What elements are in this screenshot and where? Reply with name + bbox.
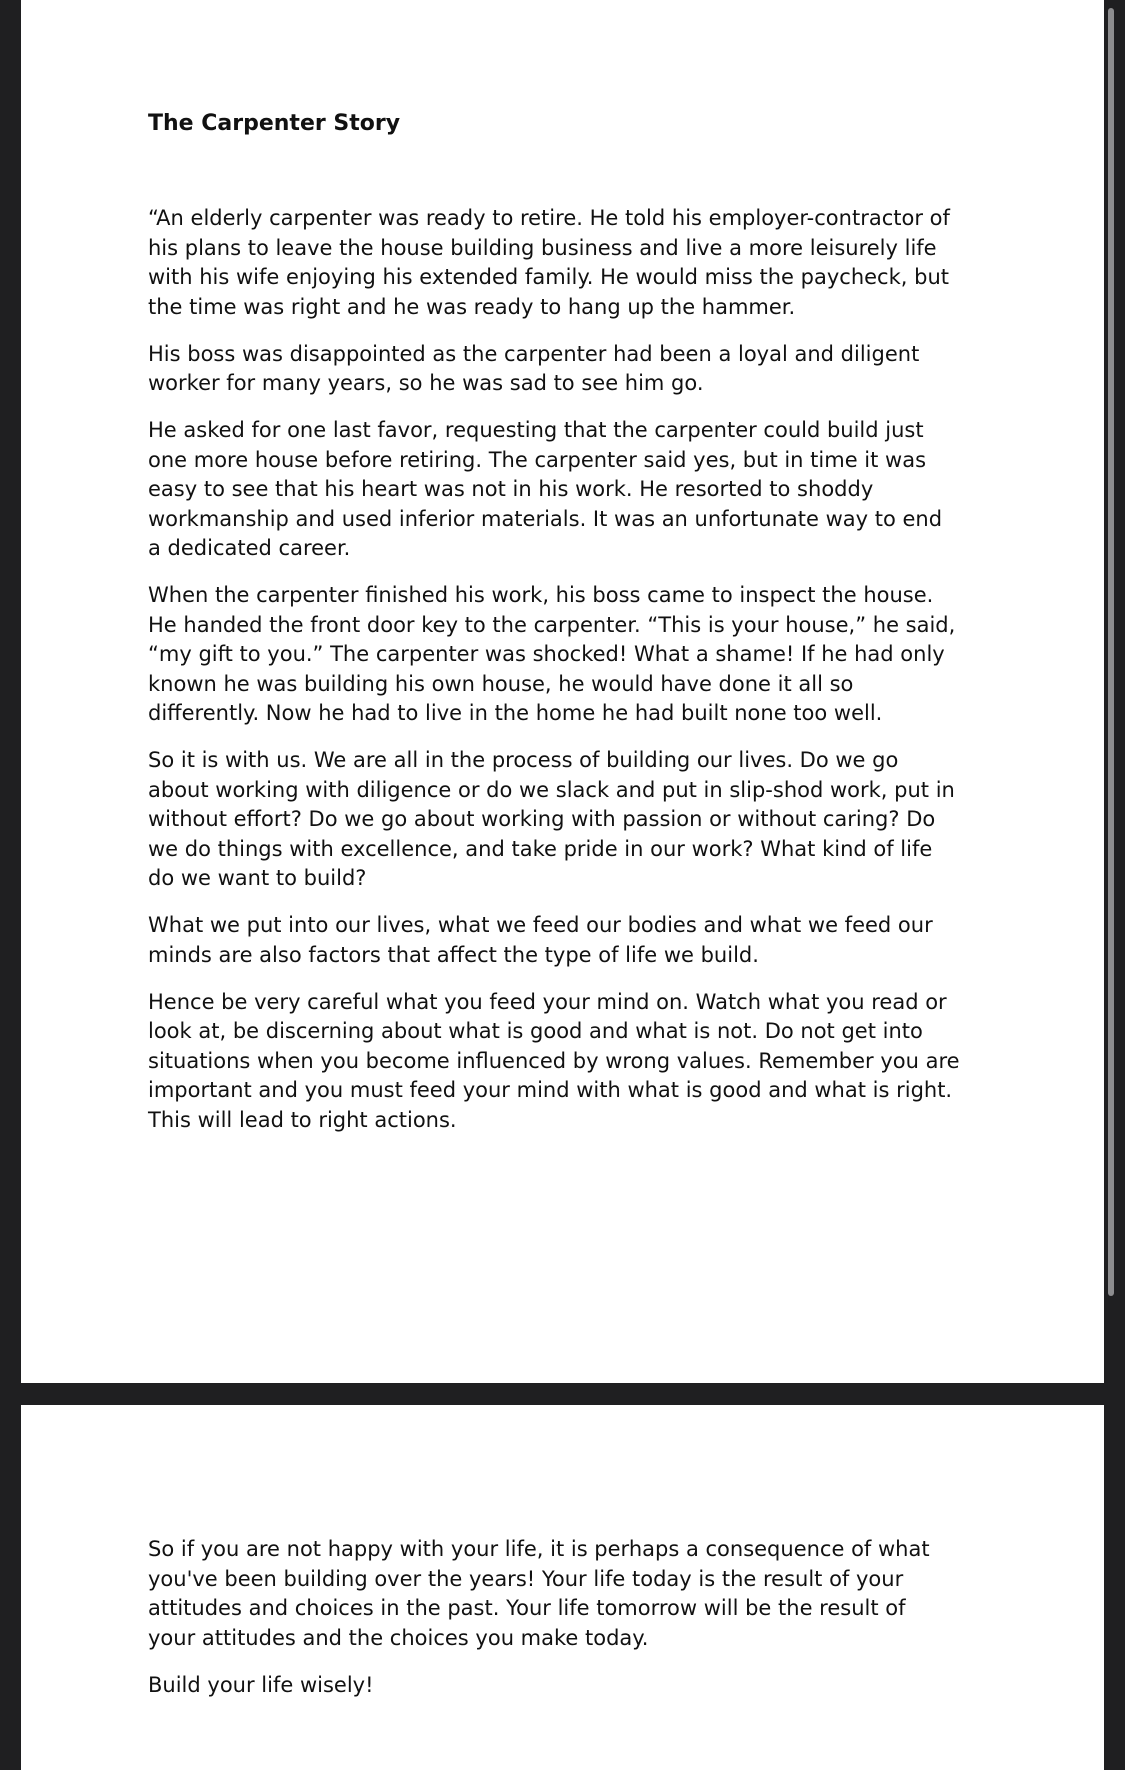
- paragraph-not-happy: So if you are not happy with your life, it is perhaps a consequence of what you've been building over the years! Your life today is the result of your attitudes and choices in the past. Your life tomorrow will be the result of your attitudes and the choices you make today.: [148, 1537, 930, 1650]
- paragraph-retirement: “An elderly carpenter was ready to retire. He told his employer-contractor of his plans to leave the house building business and live a more leisurely life with his wife enjoying his extended family. He would miss the paycheck, but the time was right and he was ready to hang up the hammer.: [148, 206, 950, 319]
- document-page-2: [21, 1405, 1104, 1770]
- document-page-1: [21, 0, 1104, 1383]
- paragraph-boss-disappointed: His boss was disappointed as the carpenter had been a loyal and diligent worker for many years, so he was sad to see him go.: [148, 341, 920, 395]
- vertical-scrollbar-thumb[interactable]: [1108, 8, 1114, 1296]
- page-1-body: [148, 204, 1008, 1153]
- document-title: The Carpenter Story: [148, 111, 401, 136]
- page-2-body: [148, 1535, 1008, 1718]
- paragraph-what-we-put-in: What we put into our lives, what we feed our bodies and what we feed our minds are also factors that affect the type of life we build.: [148, 913, 933, 967]
- paragraph-house-gift: When the carpenter finished his work, his boss came to inspect the house. He handed the front door key to the carpenter. “This is your house,” he said, “my gift to you.” The carpenter was shocked! What a shame! If he had only known he was building his own house, he would have done it all so differently. Now he had to live in the home he had built none too well.: [148, 583, 956, 725]
- paragraph-feed-your-mind: Hence be very careful what you feed your mind on. Watch what you read or look at, be discerning about what is good and what is not. Do not get into situations when you become influenced by wrong values. Remember you are important and you must feed your mind with what is good and what is right. This will lead to right actions.: [148, 989, 960, 1132]
- paragraph-build-wisely: Build your life wisely!: [148, 1672, 374, 1697]
- paragraph-so-it-is-with-us: So it is with us. We are all in the process of building our lives. Do we go about working with diligence or do we slack and put in slip-shod work, put in without effort? Do we go about working with passion or without caring? Do we do things with excellence, and take pride in our work? What kind of life do we want to build?: [148, 748, 955, 890]
- paragraph-last-favor: He asked for one last favor, requesting that the carpenter could build just one more house before retiring. The carpenter said yes, but in time it was easy to see that his heart was not in his work. He resorted to shoddy workmanship and used inferior materials. It was an unfortunate way to end a dedicated career.: [148, 418, 943, 560]
